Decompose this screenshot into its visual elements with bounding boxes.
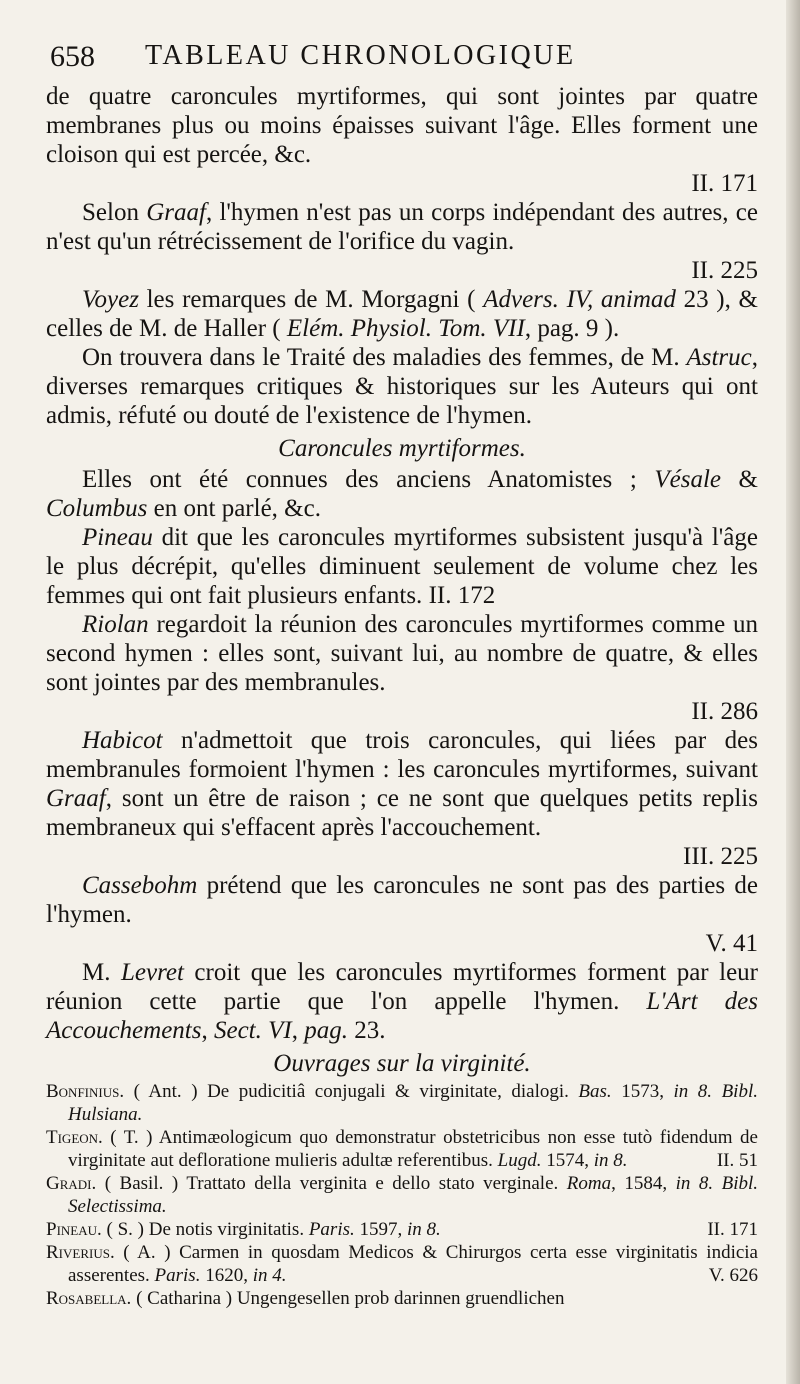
- bibliography-title: ( A. ) Carmen in quosdam Medicos & Chirurgos certa esse virginitatis indicia asserentes.: [68, 1242, 758, 1286]
- bibliography-format: in 8.: [407, 1219, 441, 1240]
- italic-text: Riolan: [82, 611, 149, 638]
- text-run: Selon: [82, 199, 147, 226]
- bibliography-place: Paris.: [154, 1265, 201, 1286]
- reference-number: II. 225: [691, 257, 758, 284]
- text-run: n'admettoit que trois caroncules, qui liées par des membranules formoient l'hymen : les caroncules myrtiformes, suivant: [46, 727, 758, 783]
- text-run: , l'hymen n'est pas un corps indépendant des autres, ce n'est qu'un rétrécissement de l'orifice du vagin.: [46, 199, 758, 255]
- bibliography-place: Lugd.: [497, 1150, 542, 1171]
- text-run: M.: [82, 959, 121, 986]
- italic-text: Graaf: [146, 199, 206, 226]
- bibliography-format: in 8.: [593, 1150, 628, 1171]
- bibliography-format: in 8.: [673, 1081, 713, 1102]
- bibliography-entry: [46, 1080, 758, 1126]
- bibliography-entry: [46, 1218, 758, 1241]
- bibliography-year: 1597,: [354, 1219, 408, 1240]
- italic-text: Columbus: [46, 495, 148, 522]
- bibliography-title: ( Ant. ) De pudicitiâ conjugali & virginitate, dialogi.: [124, 1081, 579, 1102]
- italic-text: Levret: [120, 959, 184, 986]
- reference-number: II. 171: [707, 1219, 758, 1240]
- text-run: 23.: [347, 1017, 386, 1044]
- page-gutter-shadow: [786, 0, 800, 1384]
- paragraph: [46, 285, 758, 343]
- reference-number: II. 286: [691, 698, 758, 725]
- bibliography-author: Riverius.: [46, 1242, 115, 1263]
- text-run: dit que les caroncules myrtiformes subsistent jusqu'à l'âge le plus décrépit, qu'elles diminuent seulement de volume chez les femmes qui ont fait plusieurs enfants.: [46, 524, 758, 609]
- bibliography-title: ( Catharina ) Ungengesellen prob darinnen gruendlichen: [131, 1288, 565, 1309]
- bibliography-year: 1574,: [541, 1150, 594, 1171]
- section-heading: Caroncules myrtiformes.: [278, 435, 526, 462]
- paragraph: [46, 465, 758, 523]
- bibliography-author: Tigeon.: [46, 1127, 103, 1148]
- text-run: regardoit la réunion des caroncules myrtiformes comme un second hymen : elles sont, suivant lui, au nombre de quatre, & elles sont jointes par des membranules.: [46, 611, 758, 696]
- reference-number: V. 626: [708, 1265, 758, 1286]
- italic-text: Graaf: [46, 785, 106, 812]
- paragraph: [46, 82, 758, 198]
- paragraph: [46, 198, 758, 285]
- italic-text: Habicot: [82, 727, 163, 754]
- text-run: les remarques de M. Morgagni (: [138, 286, 484, 313]
- italic-text: Elém. Physiol. Tom. VII: [286, 315, 525, 342]
- reference-number: II. 51: [716, 1150, 758, 1171]
- bibliography-entry: [46, 1126, 758, 1172]
- text-run: Elles ont été connues des anciens Anatomistes ;: [82, 466, 655, 493]
- bibliography-year: 1620,: [200, 1265, 253, 1286]
- italic-text: Advers. IV, animad: [483, 286, 676, 313]
- bibliography-format: in 8.: [675, 1173, 714, 1194]
- text-run: On trouvera dans le Traité des maladies des femmes, de M.: [82, 344, 687, 371]
- page-header: [50, 40, 760, 84]
- bibliography-entry: [46, 1172, 758, 1218]
- text-run: , diverses remarques critiques & historiques sur les Auteurs qui ont admis, réfuté ou douté de l'existence de l'hymen.: [46, 344, 758, 429]
- bibliography-source: Bibl. Selectissima.: [68, 1173, 758, 1217]
- paragraph: [46, 726, 758, 871]
- text-run: ,: [291, 1017, 305, 1044]
- italic-text: Sect. VI: [213, 1017, 292, 1044]
- text-run: prétend que les caroncules ne sont pas des parties de l'hymen.: [46, 872, 758, 928]
- running-head: TABLEAU CHRONOLOGIQUE: [145, 40, 576, 71]
- section-heading: Ouvrages sur la virginité.: [273, 1050, 531, 1077]
- text-run: croit que les caroncules myrtiformes forment par leur réunion cette partie que l'on appelle l'hymen.: [46, 959, 758, 1015]
- paragraph: [46, 871, 758, 958]
- bibliography-author: Gradi.: [46, 1173, 97, 1194]
- reference-number: III. 225: [683, 843, 758, 870]
- reference-number: II. 172: [422, 582, 496, 609]
- paragraph: [46, 610, 758, 726]
- bibliography-place: Bas.: [578, 1081, 612, 1102]
- italic-text: Vésale: [654, 466, 721, 493]
- italic-text: pag.: [304, 1017, 348, 1044]
- text-run: ,: [201, 1017, 214, 1044]
- text-run: 23 ), & celles de M. de Haller (: [46, 286, 758, 342]
- text-run: , pag. 9 ).: [524, 315, 620, 342]
- text-run: &: [720, 466, 758, 493]
- page-number: 658: [50, 40, 95, 73]
- bibliography-title: ( Basil. ) Trattato della verginita e dello stato verginale.: [96, 1173, 567, 1194]
- reference-number: V. 41: [705, 930, 758, 957]
- bibliography-entry: [46, 1287, 758, 1310]
- bibliography-format: in 4.: [252, 1265, 287, 1286]
- italic-text: Astruc: [686, 344, 752, 371]
- bibliography-year: 1573,: [611, 1081, 674, 1102]
- bibliography-entry: [46, 1241, 758, 1287]
- italic-text: Pineau: [82, 524, 153, 551]
- bibliography-author: Pineau.: [46, 1219, 102, 1240]
- text-run: , sont un être de raison ; ce ne sont que quelques petits replis membraneux qui s'effacent après l'accouchement.: [46, 785, 758, 841]
- bibliography-title: ( S. ) De notis virginitatis.: [101, 1219, 309, 1240]
- bibliography-author: Bonfinius.: [46, 1081, 125, 1102]
- bibliography-year: , 1584,: [611, 1173, 676, 1194]
- bibliography-author: Rosabella.: [46, 1288, 132, 1309]
- italic-text: Cassebohm: [82, 872, 198, 899]
- italic-text: Voyez: [82, 286, 139, 313]
- bibliography-place: Paris.: [308, 1219, 355, 1240]
- bibliography-place: Roma: [566, 1173, 612, 1194]
- paragraph: [46, 343, 758, 430]
- paragraph: [46, 523, 758, 610]
- italic-text: L'Art des Accouchements: [46, 988, 758, 1044]
- text-run: de quatre caroncules myrtiformes, qui sont jointes par quatre membranes plus ou moins épaisses suivant l'âge. Elles forment une cloison qui est percée, &c.: [46, 83, 758, 168]
- reference-number: II. 171: [691, 170, 758, 197]
- paragraph: [46, 958, 758, 1045]
- bibliography-source: Bibl. Hulsiana.: [68, 1081, 758, 1125]
- bibliography-title: ( T. ) Antimæologicum quo demonstratur obstetricibus non esse tutò fidendum de virginitate aut defloratione mulieris adultæ referentibus.: [68, 1127, 758, 1171]
- text-run: en ont parlé, &c.: [147, 495, 321, 522]
- page-body: [46, 82, 758, 1310]
